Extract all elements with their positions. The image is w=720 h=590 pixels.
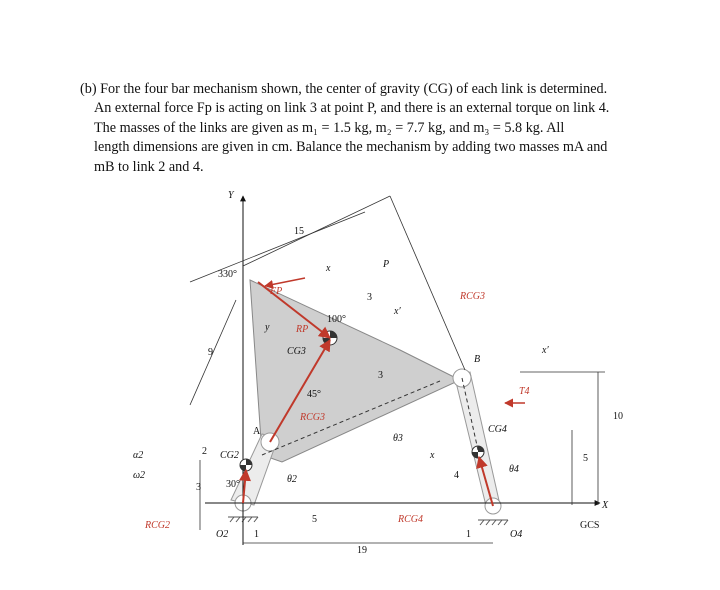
theta4-label: θ4 bbox=[509, 464, 519, 475]
cg3-label: CG3 bbox=[287, 346, 306, 357]
local-x-label: x bbox=[326, 263, 331, 274]
dim-1-left: 1 bbox=[254, 529, 259, 540]
dim-5-link2: 5 bbox=[312, 514, 317, 525]
problem-line-5: mB to link 2 and 4. bbox=[94, 158, 204, 175]
link3-coupler-body bbox=[250, 280, 460, 462]
axis-Y-label: Y bbox=[228, 190, 234, 201]
rcg2-label: RCG2 bbox=[145, 520, 170, 531]
ground-O4 bbox=[478, 520, 508, 525]
dim-15-line bbox=[190, 212, 365, 282]
angle-330-label: 330° bbox=[218, 269, 237, 280]
cg2-marker bbox=[240, 459, 252, 471]
local-y-label: y bbox=[265, 322, 270, 333]
problem-line-2: An external force Fp is acting on link 3 at point P, and there is an external torque on link 4. bbox=[94, 100, 610, 117]
dim-9-line bbox=[190, 300, 236, 405]
fp-force-arrow bbox=[265, 278, 305, 286]
dim-4: 4 bbox=[454, 470, 459, 481]
cg2-label: CG2 bbox=[220, 450, 239, 461]
axis-X-label: X bbox=[602, 500, 609, 511]
dim-3-left: 3 bbox=[196, 482, 201, 493]
x-prime-link4-label: x′ bbox=[542, 345, 549, 356]
fp-label: FP bbox=[270, 286, 283, 297]
problem-line-1: (b) For the four bar mechanism shown, the center of gravity (CG) of each link is determined. bbox=[80, 81, 608, 97]
dim-3-link3-top: 3 bbox=[367, 292, 372, 303]
point-A-label: A bbox=[253, 426, 261, 437]
ext-line-right bbox=[390, 196, 465, 370]
cg4-label: CG4 bbox=[488, 424, 507, 435]
angle-100-label: 100° bbox=[327, 314, 346, 325]
problem-line-4: length dimensions are given in cm. Balance the mechanism by adding two masses mA and bbox=[94, 139, 608, 156]
dim-9: 9 bbox=[208, 347, 213, 358]
dim-10: 10 bbox=[613, 411, 623, 422]
alpha2-label: α2 bbox=[133, 450, 144, 461]
x-axis-link3-label: x bbox=[430, 450, 435, 461]
gcs-label: GCS bbox=[580, 520, 600, 531]
o2-label: O2 bbox=[216, 529, 229, 540]
point-P-label: P bbox=[383, 259, 390, 270]
dim-1-right: 1 bbox=[466, 529, 471, 540]
point-B-label: B bbox=[474, 354, 481, 365]
theta3-label: θ3 bbox=[393, 433, 403, 444]
theta2-label: θ2 bbox=[287, 474, 297, 485]
angle-30-label: 30° bbox=[226, 479, 240, 490]
problem-line-3: The masses of the links are given as m₁ = 1.5 kg, m₂ = 7.7 kg, and m₃ = 5.8 kg. All bbox=[94, 119, 565, 136]
dim-5-right: 5 bbox=[583, 453, 588, 464]
rcg3-top-label: RCG3 bbox=[460, 291, 485, 302]
angle-45-label: 45° bbox=[307, 389, 321, 400]
dim-15: 15 bbox=[294, 226, 304, 237]
dim-19: 19 bbox=[357, 545, 367, 556]
ext-line-top bbox=[243, 196, 390, 266]
dim-3-link3-mid: 3 bbox=[378, 370, 383, 381]
rp-label: RP bbox=[296, 324, 309, 335]
dim-2: 2 bbox=[202, 446, 207, 457]
omega2-label: ω2 bbox=[133, 470, 146, 481]
o4-label: O4 bbox=[510, 529, 523, 540]
link4-rocker bbox=[455, 372, 500, 510]
t4-label: T4 bbox=[519, 386, 530, 397]
rcg4-label: RCG4 bbox=[398, 514, 423, 525]
rcg3-mid-label: RCG3 bbox=[300, 412, 325, 423]
x-prime-link3-label: x′ bbox=[394, 306, 401, 317]
